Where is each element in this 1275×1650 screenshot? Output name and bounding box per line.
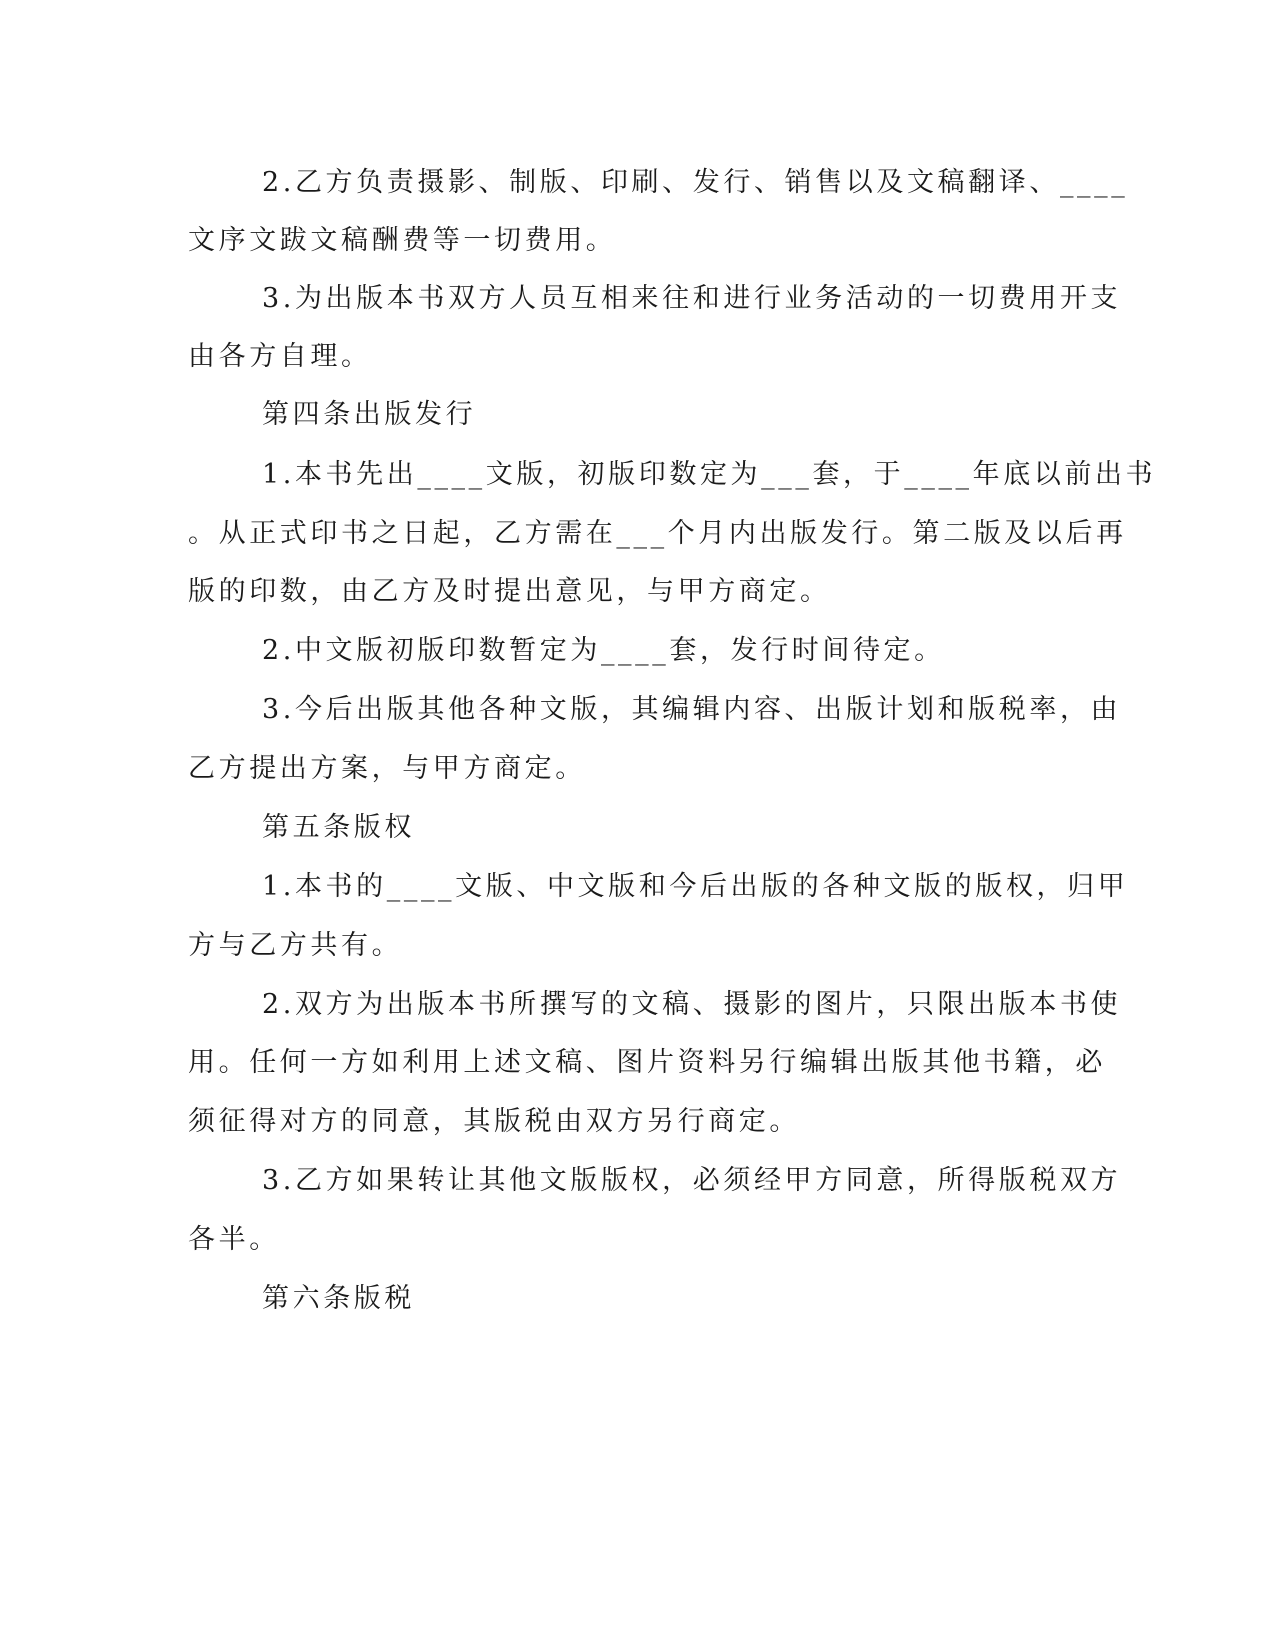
clause-5-item-2-line-2: 用。任何一方如利用上述文稿、图片资料另行编辑出版其他书籍，必: [188, 1047, 1106, 1078]
clause-3-item-3-line-2: 由各方自理。: [188, 341, 372, 372]
clause-5-item-2-line-1: 2.双方为出版本书所撰写的文稿、摄影的图片，只限出版本书使: [262, 989, 1122, 1020]
clause-5-item-1-line-2: 方与乙方共有。: [188, 930, 403, 961]
clause-4-item-1-line-3: 版的印数，由乙方及时提出意见，与甲方商定。: [188, 576, 831, 607]
clause-4-item-2: 2.中文版初版印数暂定为____套，发行时间待定。: [262, 635, 945, 666]
clause-5-item-3-line-2: 各半。: [188, 1224, 280, 1255]
clause-4-item-1-line-2: 。从正式印书之日起，乙方需在___个月内出版发行。第二版及以后再: [188, 518, 1127, 549]
clause-5-item-2-line-3: 须征得对方的同意，其版税由双方另行商定。: [188, 1106, 800, 1137]
clause-3-item-2-line-2: 文序文跋文稿酬费等一切费用。: [188, 225, 617, 256]
clause-3-item-2-line-1: 2.乙方负责摄影、制版、印刷、发行、销售以及文稿翻译、____: [262, 167, 1129, 198]
clause-3-item-3-line-1: 3.为出版本书双方人员互相来往和进行业务活动的一切费用开支: [262, 283, 1122, 314]
clause-5-item-1-line-1: 1.本书的____文版、中文版和今后出版的各种文版的版权，归甲: [262, 871, 1129, 902]
section-heading-4: 第四条出版发行: [262, 399, 477, 430]
section-heading-5: 第五条版权: [262, 812, 415, 843]
clause-5-item-3-line-1: 3.乙方如果转让其他文版版权，必须经甲方同意，所得版税双方: [262, 1165, 1122, 1196]
clause-4-item-1-line-1: 1.本书先出____文版，初版印数定为___套，于____年底以前出书: [262, 459, 1157, 490]
clause-4-item-3-line-1: 3.今后出版其他各种文版，其编辑内容、出版计划和版税率，由: [262, 694, 1122, 725]
section-heading-6: 第六条版税: [262, 1283, 415, 1314]
clause-4-item-3-line-2: 乙方提出方案，与甲方商定。: [188, 753, 586, 784]
